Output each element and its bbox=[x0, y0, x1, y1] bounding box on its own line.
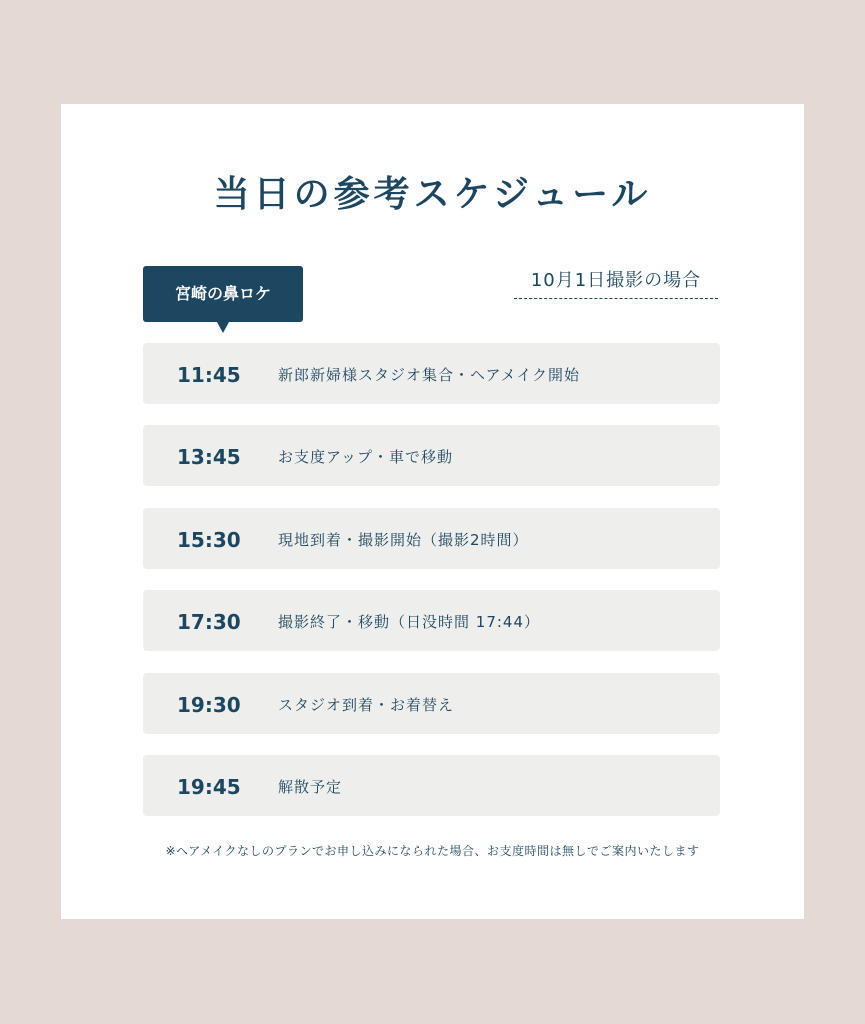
schedule-event: スタジオ到着・お着替え bbox=[278, 696, 455, 714]
schedule-event: お支度アップ・車で移動 bbox=[278, 448, 453, 466]
schedule-row bbox=[143, 755, 720, 816]
schedule-time: 11:45 bbox=[177, 363, 241, 387]
schedule-time: 15:30 bbox=[177, 528, 241, 552]
schedule-row bbox=[143, 673, 720, 734]
schedule-event: 解散予定 bbox=[278, 778, 343, 796]
page-title: 当日の参考スケジュール bbox=[213, 174, 652, 215]
schedule-event: 新郎新婦様スタジオ集合・ヘアメイク開始 bbox=[278, 366, 581, 384]
schedule-event: 撮影終了・移動（日没時間 17:44） bbox=[278, 613, 540, 631]
footnote: ※ヘアメイクなしのプランでお申し込みになられた場合、お支度時間は無しでご案内いたします bbox=[165, 844, 700, 858]
schedule-row bbox=[143, 508, 720, 569]
location-badge: 宮崎の鼻ロケ bbox=[143, 266, 303, 322]
schedule-time: 13:45 bbox=[177, 445, 241, 469]
schedule-row bbox=[143, 590, 720, 651]
schedule-time: 19:45 bbox=[177, 775, 241, 799]
schedule-time: 19:30 bbox=[177, 693, 241, 717]
schedule-time: 17:30 bbox=[177, 610, 241, 634]
date-label: 10月1日撮影の場合 bbox=[514, 266, 718, 299]
schedule-row bbox=[143, 425, 720, 486]
schedule-event: 現地到着・撮影開始（撮影2時間） bbox=[278, 531, 529, 549]
schedule-row bbox=[143, 343, 720, 404]
